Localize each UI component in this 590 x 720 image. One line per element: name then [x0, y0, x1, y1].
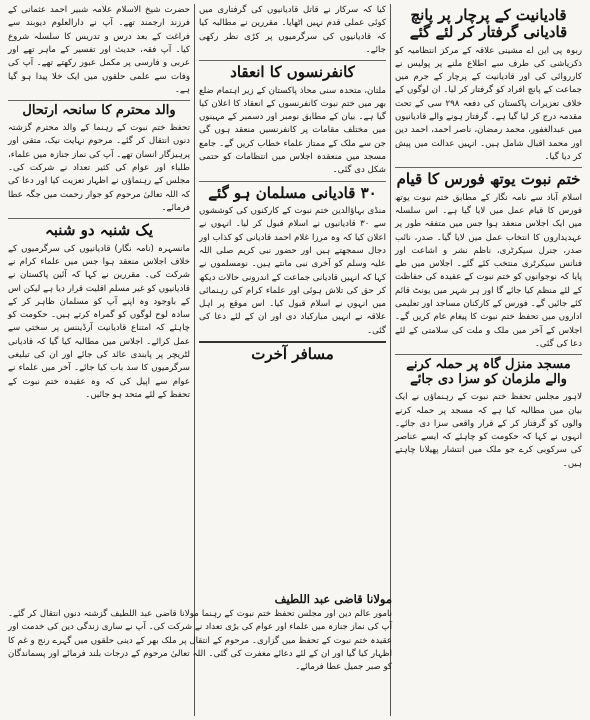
article-body: منڈی بہاؤالدین ختم نبوت کے کارکنوں کی کوششوں سے ۳۰ قادیانیوں نے اسلام قبول کر لیا۔ انہوں نے اعلان کیا کہ وہ مرزا غلام احمد قادیانی کو کذاب اور دجال سمجھتے ہیں اور حضور نبی کریم صلی اللہ علیہ وسلم کو آخری نبی مانتے ہیں۔ نومسلموں نے کہا کہ انہیں قادیانی جماعت کے اندرونی حالات دیکھ کر حق کی تلاش ہوئی اور علماء کرام کی رہنمائی میں انہوں نے اسلام قبول کیا۔ اس موقع پر اہل علاقہ نے انہیں مبارکباد دی اور ان کے لئے دعا کی گئی۔ [199, 205, 386, 336]
obituary-block [4, 590, 396, 677]
divider [395, 167, 582, 168]
article-headline: مسجد منزل گاہ پر حملہ کرنے والے ملزمان کو سزا دی جائے [406, 357, 571, 388]
obituary-body: نامور عالم دین اور مجلس تحفظ ختم نبوت کے رہنما مولانا قاضی عبد اللطیف گزشتہ دنوں انتقال کر گئے۔ آپ کی نماز جنازہ میں علماء اور عوام کی بڑی تعداد نے شرکت کی۔ آپ نے ساری زندگی دین کی خدمت اور عقیدہ ختم نبوت کے تحفظ میں گزاری۔ مرحوم کے انتقال پر ملک بھر کے دینی حلقوں میں گہرے رنج و غم کا اظہار کیا گیا اور ان کے لئے دعائے مغفرت کی گئی۔ اللہ تعالیٰ مرحوم کے درجات بلند فرمائے اور پسماندگان کو صبر جمیل عطا فرمائے۔ [8, 609, 392, 673]
article-body: حضرت شیخ الاسلام علامہ شبیر احمد عثمانی کے فرزند ارجمند تھے۔ آپ نے دارالعلوم دیوبند سے فراغت کے بعد درس و تدریس کا سلسلہ شروع کیا۔ آپ فقہ، حدیث اور تفسیر کے ماہر تھے اور عربی و فارسی پر مکمل عبور رکھتے تھے۔ آپ کی وفات سے علمی حلقوں میں ایک خلا پیدا ہو گیا ہے۔ [8, 5, 190, 95]
article-body: کیا کہ سرکار نے قاتل قادیانیوں کی گرفتاری میں کوئی عملی قدم نہیں اٹھایا۔ مقررین نے مطالبہ کیا کہ قادیانیوں کی سرگرمیوں پر کڑی نظر رکھی جائے۔ [199, 5, 386, 55]
divider [8, 100, 190, 101]
right-column [390, 4, 586, 716]
article-body: مانسہرہ (نامہ نگار) قادیانیوں کی سرگرمیوں کے خلاف اجلاس منعقد ہوا جس میں علماء کرام نے شرکت کی۔ مقررین نے کہا کہ آئین پاکستان نے قادیانیوں کو غیر مسلم اقلیت قرار دیا ہے لیکن اس کے باوجود وہ اپنے آپ کو مسلمان ظاہر کر کے سادہ لوح لوگوں کو گمراہ کرتے ہیں۔ حکومت کو چاہئے کہ امتناع قادیانیت آرڈیننس پر سختی سے عمل کرائے۔ اجلاس میں مطالبہ کیا گیا کہ قادیانی لٹریچر پر پابندی عائد کی جائے اور ان کی تبلیغی سرگرمیوں کا سد باب کیا جائے۔ آخر میں علماء نے عوام سے اپیل کی کہ وہ عقیدہ ختم نبوت کے تحفظ کے لئے متحد ہو جائیں۔ [8, 243, 190, 400]
article-body: ربوہ پی این اے مشینی علاقہ کے مرکز انتظامیہ کو ذکریاشی کی طرف سے اطلاع ملنے پر پولیس نے کارروائی کی اور قادیانیت کے پرچار کے جرم میں جماعت کے پانچ افراد کو گرفتار کر لیا۔ ان لوگوں کے خلاف تعزیرات پاکستان کی دفعہ ۲۹۸ سی کے تحت مقدمہ درج کر لیا گیا ہے۔ گرفتار ہونے والے قادیانیوں میں عبدالغفور، محمد رمضان، ناصر احمد، احمد دین اور محمد اقبال شامل ہیں۔ انہیں عدالت میں پیش کر دیا گیا۔ [395, 45, 582, 162]
divider [199, 341, 386, 343]
obituary-headline: مولانا قاضی عبد اللطیف [274, 592, 392, 606]
article-body: تحفظ ختم نبوت کے رہنما کے والد محترم گزشتہ دنوں انتقال کر گئے۔ مرحوم نہایت نیک، متقی اور پرہیزگار انسان تھے۔ آپ کی نماز جنازہ میں علماء، طلباء اور عوام کی کثیر تعداد نے شرکت کی۔ مجلس کے رہنماؤں نے اظہار تعزیت کیا اور دعا کی کہ اللہ تعالیٰ مرحوم کو جوار رحمت میں جگہ عطا فرمائے۔ [8, 123, 190, 213]
article-headline: والد محترم کا سانحہ ارتحال [22, 103, 176, 119]
divider [199, 60, 386, 61]
article-body: ملتان، متحدہ سنی محاذ پاکستان کے زیر اہتمام ضلع بھر میں ختم نبوت کانفرنسوں کے انعقاد کا اعلان کیا گیا ہے۔ بیان کے مطابق نومبر اور دسمبر کے مہینوں میں مختلف مقامات پر کانفرنسیں منعقد ہوں گی جن سے ملک کے ممتاز علماء خطاب کریں گے۔ جامع مسجد میں منعقدہ اجلاس میں انتظامات کو حتمی شکل دی گئی۔ [199, 85, 386, 176]
article-headline: ۳۰ قادیانی مسلمان ہو گئے [208, 183, 377, 202]
article-headline: یک شنبہ دو شنبہ [44, 221, 153, 240]
article-headline: کانفرنسوں کا انعقاد [230, 63, 355, 82]
article-body: اسلام آباد سے نامہ نگار کے مطابق ختم نبوت یوتھ فورس کا قیام عمل میں لایا گیا ہے۔ اس سلسلہ میں ایک اجلاس منعقد ہوا جس میں متفقہ طور پر عہدیداروں کا انتخاب عمل میں لایا گیا۔ صدر، نائب صدر، جنرل سیکرٹری، ناظم نشر و اشاعت اور فنانس سیکرٹری منتخب کئے گئے۔ اجلاس میں طے پایا کہ نوجوانوں کو ختم نبوت کے عقیدہ کی حفاظت کے لئے منظم کیا جائے گا اور ہر شہر میں یونٹ قائم کئے جائیں گے۔ فورس کے کارکنان مساجد اور تعلیمی اداروں میں تحفظ ختم نبوت کا پیغام عام کریں گے۔ اجلاس کے آخر میں ملک و ملت کی سلامتی کے لئے دعا کی گئی۔ [395, 192, 582, 349]
divider [199, 181, 386, 182]
article-body: لاہور مجلس تحفظ ختم نبوت کے رہنماؤں نے ایک بیان میں مطالبہ کیا ہے کہ مسجد پر حملہ کرنے والوں کو گرفتار کر کے قرار واقعی سزا دی جائے۔ انہوں نے کہا کہ حکومت کو چاہئے کہ ایسے عناصر کی سرکوبی کرے جو ملک میں انتشار پھیلانا چاہتے ہیں۔ [395, 392, 582, 469]
section-headline: مسافر آخرت [251, 345, 334, 364]
article-headline: ختم نبوت یوتھ فورس کا قیام [396, 170, 581, 189]
article-headline: قادیانیت کے پرچار پر پانچ قادیانی گرفتار کر لئے گئے [409, 6, 568, 42]
divider [395, 354, 582, 355]
divider [8, 218, 190, 219]
